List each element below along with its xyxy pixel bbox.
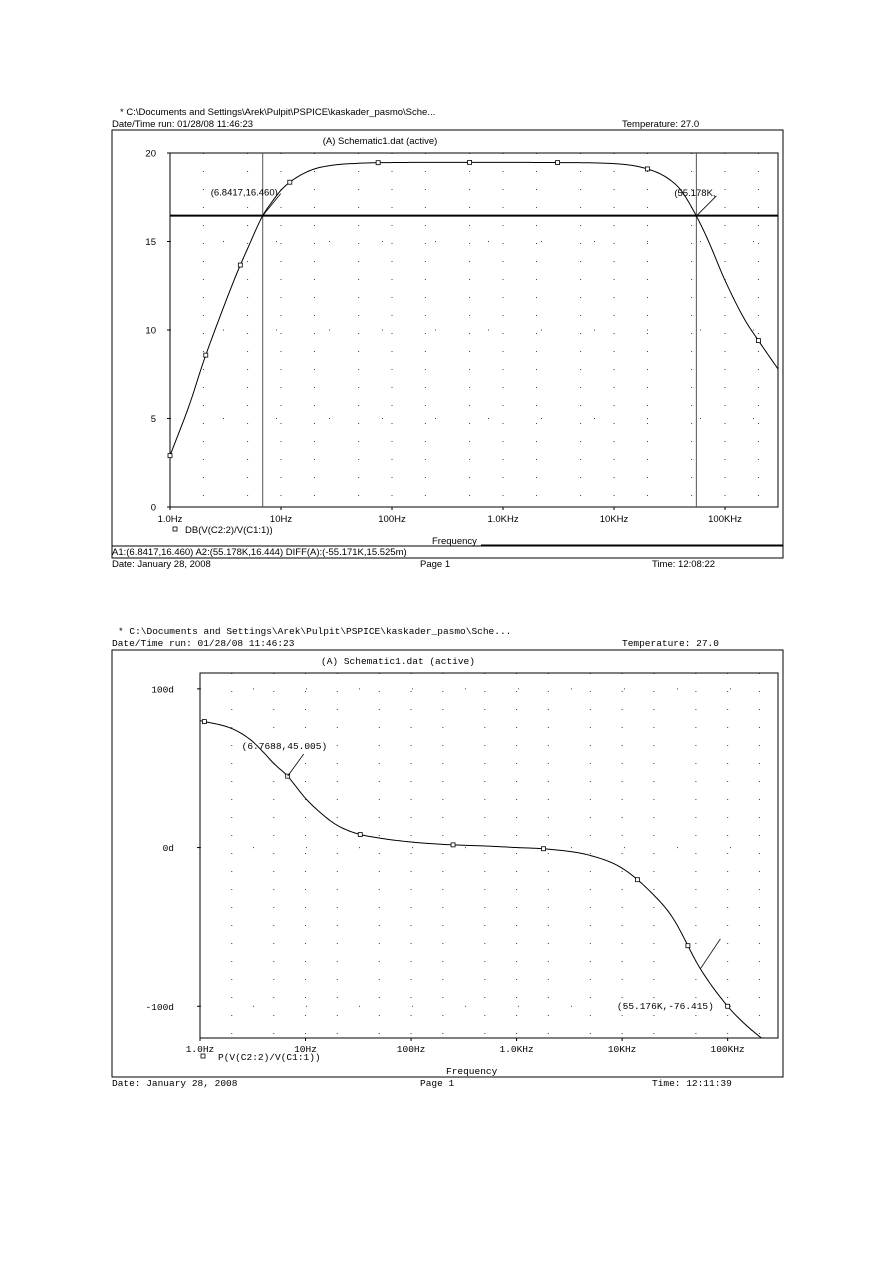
- chart2-legend-label: P(V(C2:2)/V(C1:1)): [218, 1052, 321, 1063]
- c2-x-tick-label: 100KHz: [710, 1044, 745, 1055]
- c1-x-tick-label: 100KHz: [708, 514, 742, 525]
- c2-series-marker: [726, 1004, 730, 1008]
- chart1-file-path: * C:\Documents and Settings\Arek\Pulpit\PSPICE\kaskader_pasmo\Sche...: [120, 107, 436, 118]
- chart1-plot-title: (A) Schematic1.dat (active): [322, 136, 438, 147]
- chart1-legend-label: DB(V(C2:2)/V(C1:1)): [185, 525, 273, 536]
- c2-series-marker: [451, 843, 455, 847]
- c1-y-tick-label: 5: [150, 414, 156, 425]
- c2-annotation-label: (6.7688,45.005): [241, 741, 328, 753]
- c2-y-tick-label: 0d: [162, 843, 174, 855]
- chart1-run-datetime: Date/Time run: 01/28/08 11:46:23: [112, 119, 254, 130]
- c2-x-tick-label: 10Hz: [294, 1044, 317, 1055]
- c1-y-tick-label: 20: [145, 148, 156, 160]
- c2-x-tick-label: 10KHz: [607, 1044, 637, 1055]
- c2-series-marker: [202, 720, 206, 724]
- c2-series-marker: [686, 944, 690, 948]
- c2-x-tick-label: 100Hz: [396, 1044, 426, 1055]
- chart2-temperature: Temperature: 27.0: [622, 638, 719, 649]
- c2-x-tick-label: 1.0Hz: [185, 1044, 215, 1055]
- c1-y-tick-label: 15: [145, 237, 156, 248]
- c1-x-tick-label: 100Hz: [378, 514, 406, 525]
- chart1-page-number: Page 1: [420, 559, 451, 570]
- chart2-print-date: Date: January 28, 2008: [112, 1078, 238, 1089]
- c2-x-tick-label: 1.0KHz: [499, 1044, 534, 1055]
- c2-annotation-leader: [288, 754, 304, 776]
- chart1-temperature: Temperature: 27.0: [622, 119, 700, 130]
- chart2-run-datetime: Date/Time run: 01/28/08 11:46:23: [112, 638, 295, 649]
- chart1-x-axis-label: Frequency: [432, 536, 477, 547]
- chart2-print-time: Time: 12:11:39: [652, 1078, 732, 1089]
- chart2-tick-labels: [145, 684, 744, 1055]
- chart1-cursor-readout: A1:(6.8417,16.460) A2:(55.178K,16.444) DIFF(A):(-55.171K,15.525m): [112, 547, 407, 558]
- chart2-x-axis-label: Frequency: [446, 1066, 498, 1077]
- c1-x-tick-label: 1.0KHz: [487, 514, 519, 525]
- c2-y-tick-label: -100d: [145, 1001, 174, 1013]
- c1-y-tick-label: 10: [145, 325, 156, 337]
- chart2-grid: [200, 673, 778, 1038]
- chart2-file-path: * C:\Documents and Settings\Arek\Pulpit\PSPICE\kaskader_pasmo\Sche...: [118, 626, 512, 637]
- c1-annotation-label: (55.178K,: [674, 187, 716, 199]
- c1-annotation-label: (6.8417,16.460): [210, 187, 278, 199]
- chart2-outer-frame: [112, 650, 783, 1077]
- c1-x-tick-label: 1.0Hz: [157, 514, 183, 525]
- c2-annotation-leader: [700, 939, 720, 969]
- chart2-page-number: Page 1: [420, 1078, 455, 1089]
- c2-series-marker: [358, 833, 362, 837]
- chart1-print-time: Time: 12:08:22: [652, 559, 716, 570]
- c1-y-tick-label: 0: [150, 502, 156, 514]
- c1-x-tick-label: 10KHz: [599, 514, 629, 525]
- c2-series-marker: [542, 847, 546, 851]
- chart2-plot-title: (A) Schematic1.dat (active): [321, 656, 475, 667]
- c1-x-tick-label: 10Hz: [269, 514, 293, 525]
- chart1-print-date: Date: January 28, 2008: [112, 559, 211, 570]
- c2-y-tick-label: 100d: [151, 684, 174, 696]
- chart2-annotations: [242, 741, 721, 1012]
- c2-annotation-label: (55.176K,-76.415): [616, 1000, 714, 1012]
- c2-series-marker: [636, 878, 640, 882]
- chart2-plot-frame: [200, 673, 778, 1038]
